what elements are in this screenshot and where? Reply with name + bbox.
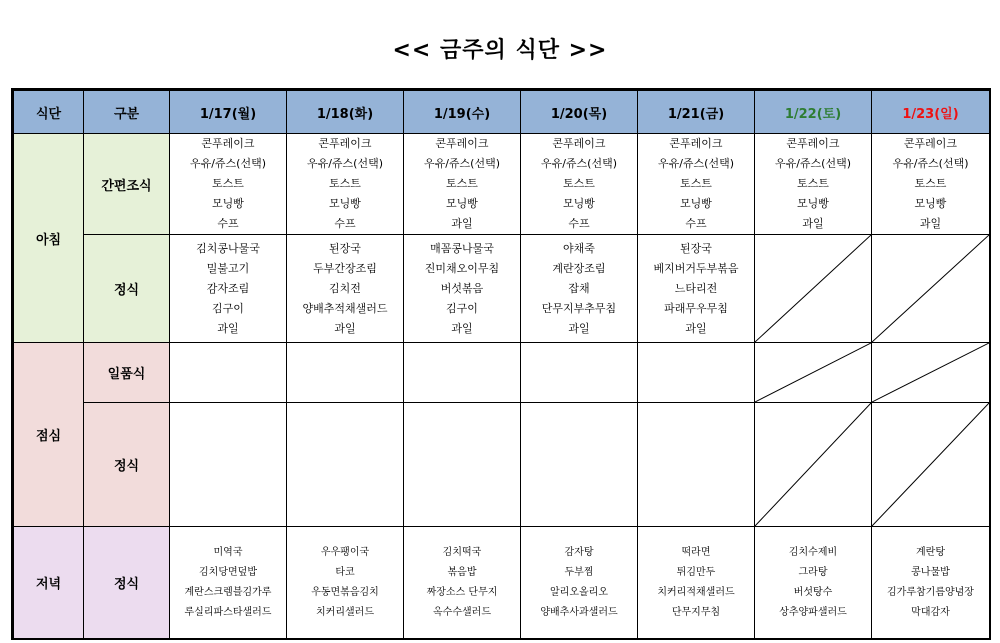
- menu-cell: [287, 235, 404, 343]
- menu-item-list: [170, 543, 286, 623]
- menu-item: 김치수제비: [788, 546, 838, 558]
- menu-item: 우유/쥬스(선택): [189, 157, 267, 170]
- menu-item: 밀불고기: [206, 261, 250, 275]
- menu-item: 김치콩나물국: [196, 241, 260, 255]
- menu-item: 모닝빵: [797, 197, 829, 210]
- menu-row-dinner: [14, 527, 990, 639]
- menu-cell: [170, 343, 287, 403]
- menu-cell: [755, 134, 872, 235]
- menu-row-lunch: [14, 403, 990, 527]
- menu-item: 미역국: [213, 546, 243, 558]
- menu-cell: [404, 403, 521, 527]
- menu-item: 버섯탕수: [793, 586, 833, 598]
- menu-item: 모닝빵: [914, 197, 947, 210]
- menu-item: 토스트: [680, 177, 712, 190]
- menu-item-list: [521, 134, 637, 234]
- menu-row-breakfast: [14, 134, 990, 235]
- menu-item: 콘푸레이크: [435, 137, 489, 150]
- menu-cell: [521, 235, 638, 343]
- menu-row-lunch: [14, 343, 990, 403]
- menu-item: 모닝빵: [212, 197, 244, 210]
- menu-row-breakfast: [14, 235, 990, 343]
- header-day: 1/17(월): [170, 91, 287, 134]
- diagonal-slash-icon: [755, 235, 871, 342]
- menu-item: 된장국: [329, 241, 361, 255]
- menu-item: 김치전: [329, 281, 361, 295]
- menu-item: 토스트: [212, 177, 244, 190]
- menu-item: 베지버거두부볶음: [653, 261, 739, 275]
- menu-item: 막대감자: [911, 606, 950, 618]
- menu-item: 우유/쥬스(선택): [892, 157, 969, 170]
- menu-item: 옥수수샐러드: [433, 606, 491, 618]
- menu-item: 토스트: [797, 177, 829, 190]
- header-row: [14, 91, 990, 134]
- menu-item: 콩나물밥: [911, 566, 950, 578]
- no-service-cell: [872, 403, 990, 527]
- menu-cell: [638, 235, 755, 343]
- menu-cell: [755, 527, 872, 639]
- header-day: 1/18(화): [287, 91, 404, 134]
- menu-item: 모닝빵: [680, 197, 712, 210]
- menu-item-list: [755, 134, 871, 234]
- menu-item: 김치떡국: [442, 546, 482, 558]
- menu-item: 과일: [802, 217, 824, 230]
- no-service-cell: [755, 235, 872, 343]
- menu-item: 우유/쥬스(선택): [657, 157, 735, 170]
- menu-item: 매꼼콩나물국: [430, 241, 494, 255]
- meal-type-label: 정식: [84, 235, 170, 343]
- menu-item: 된장국: [680, 241, 712, 255]
- menu-item: 수프: [568, 217, 590, 230]
- menu-item: 치커리적채샐러드: [657, 586, 735, 598]
- menu-item-list: [638, 134, 754, 234]
- menu-cell: [638, 343, 755, 403]
- menu-item: 계란장조림: [552, 261, 606, 275]
- menu-item: 단무지부추무침: [541, 301, 617, 315]
- menu-item-list: [287, 239, 403, 339]
- menu-item: 치커리샐러드: [316, 606, 374, 618]
- menu-item: 감자조림: [206, 281, 250, 295]
- diagonal-slash-icon: [872, 403, 989, 526]
- menu-item: 타코: [335, 566, 355, 578]
- header-day: 1/21(금): [638, 91, 755, 134]
- menu-item: 알리오올리오: [550, 586, 608, 598]
- menu-item-list: [404, 543, 520, 623]
- menu-item: 토스트: [446, 177, 478, 190]
- menu-item: 과일: [217, 321, 239, 335]
- menu-item: 짜장소스 단무지: [426, 586, 498, 598]
- menu-item: 잡채: [568, 281, 590, 295]
- menu-item: 과일: [685, 321, 707, 335]
- menu-cell: [287, 403, 404, 527]
- menu-item: 계란탕: [916, 546, 945, 558]
- menu-item: 그라탕: [798, 566, 828, 578]
- menu-item-list: [638, 543, 754, 623]
- menu-item: 느타리전: [674, 281, 718, 295]
- menu-cell: [287, 527, 404, 639]
- menu-item: 콘푸레이크: [669, 137, 723, 150]
- menu-item-list: [755, 543, 871, 623]
- diagonal-slash-icon: [755, 403, 871, 526]
- meal-type-label: 정식: [84, 403, 170, 527]
- menu-item: 콘푸레이크: [318, 137, 372, 150]
- meal-type-label: 일품식: [84, 343, 170, 403]
- menu-cell: [170, 235, 287, 343]
- menu-item: 콘푸레이크: [201, 137, 255, 150]
- menu-item: 수프: [685, 217, 707, 230]
- header-day-saturday: 1/22(토): [755, 91, 872, 134]
- header-day-sunday: 1/23(일): [872, 91, 990, 134]
- menu-item: 두부간장조림: [313, 261, 377, 275]
- menu-item: 과일: [919, 217, 942, 230]
- menu-item: 김구이: [212, 301, 244, 315]
- menu-item: 과일: [451, 217, 473, 230]
- menu-item-list: [872, 543, 989, 623]
- menu-item: 모닝빵: [446, 197, 478, 210]
- diagonal-slash-icon: [872, 343, 989, 402]
- menu-item: 상추양파샐러드: [779, 606, 847, 618]
- menu-item: 수프: [334, 217, 356, 230]
- menu-item: 김치당면덮밥: [199, 566, 257, 578]
- menu-cell: [521, 527, 638, 639]
- menu-cell: [404, 527, 521, 639]
- menu-item: 두부찜: [564, 566, 594, 578]
- weekly-menu-table: [13, 90, 990, 639]
- menu-item-list: [170, 239, 286, 339]
- menu-item-list: [404, 239, 520, 339]
- menu-item: 우동면볶음김치: [311, 586, 379, 598]
- menu-item: 과일: [568, 321, 590, 335]
- menu-cell: [170, 403, 287, 527]
- menu-item-list: [872, 134, 989, 234]
- menu-item-list: [521, 239, 637, 339]
- menu-cell: [521, 403, 638, 527]
- menu-cell: [404, 343, 521, 403]
- menu-item: 콘푸레이크: [786, 137, 840, 150]
- header-day: 1/20(목): [521, 91, 638, 134]
- menu-cell: [521, 343, 638, 403]
- menu-item-list: [404, 134, 520, 234]
- menu-item: 토스트: [914, 177, 947, 190]
- menu-item: 튀김만두: [676, 566, 716, 578]
- menu-item: 콘푸레이크: [552, 137, 606, 150]
- menu-item: 단무지무침: [671, 606, 721, 618]
- header-meal: 식단: [14, 91, 84, 134]
- menu-item: 토스트: [329, 177, 361, 190]
- diagonal-slash-icon: [755, 343, 871, 402]
- menu-cell: [521, 134, 638, 235]
- menu-cell: [404, 235, 521, 343]
- no-service-cell: [755, 343, 872, 403]
- menu-item-list: [521, 543, 637, 623]
- menu-item: 야채죽: [563, 241, 595, 255]
- menu-item: 우유/쥬스(선택): [306, 157, 384, 170]
- meal-label-dinner: 저녁: [14, 527, 84, 639]
- no-service-cell: [755, 403, 872, 527]
- menu-item: 양배추사과샐러드: [540, 606, 618, 618]
- menu-item: 과일: [451, 321, 473, 335]
- menu-item: 김가루참기름양념장: [887, 586, 974, 598]
- menu-item: 버섯볶음: [440, 281, 484, 295]
- menu-item: 수프: [217, 217, 239, 230]
- no-service-cell: [872, 235, 990, 343]
- menu-cell: [638, 134, 755, 235]
- menu-item-list: [287, 543, 403, 623]
- menu-item-list: [170, 134, 286, 234]
- header-day: 1/19(수): [404, 91, 521, 134]
- menu-item: 루실리파스타샐러드: [184, 606, 272, 618]
- menu-cell: [170, 134, 287, 235]
- menu-item: 양배추적채샐러드: [302, 301, 388, 315]
- menu-item: 우우팽이국: [320, 546, 370, 558]
- menu-item-list: [638, 239, 754, 339]
- page-title: << 금주의 식단 >>: [392, 38, 608, 63]
- menu-item: 볶음밥: [447, 566, 477, 578]
- menu-item: 모닝빵: [563, 197, 595, 210]
- menu-item: 김구이: [446, 301, 478, 315]
- menu-cell: [287, 134, 404, 235]
- menu-item-list: [287, 134, 403, 234]
- menu-item: 우유/쥬스(선택): [774, 157, 852, 170]
- menu-cell: [638, 527, 755, 639]
- menu-cell: [872, 134, 990, 235]
- meal-label-breakfast: 아침: [14, 134, 84, 343]
- menu-cell: [170, 527, 287, 639]
- menu-item: 우유/쥬스(선택): [423, 157, 501, 170]
- menu-item: 우유/쥬스(선택): [540, 157, 618, 170]
- meal-label-lunch: 점심: [14, 343, 84, 527]
- menu-cell: [287, 343, 404, 403]
- menu-cell: [638, 403, 755, 527]
- menu-item: 과일: [334, 321, 356, 335]
- menu-item: 콘푸레이크: [903, 137, 958, 150]
- menu-item: 진미채오이무침: [424, 261, 500, 275]
- menu-item: 파래무우무침: [664, 301, 728, 315]
- menu-item: 모닝빵: [329, 197, 361, 210]
- header-type: 구분: [84, 91, 170, 134]
- menu-item: 계란스크렘블김가루: [184, 586, 272, 598]
- menu-item: 감자탕: [564, 546, 594, 558]
- menu-cell: [404, 134, 521, 235]
- meal-type-label: 정식: [84, 527, 170, 639]
- meal-type-label: 간편조식: [84, 134, 170, 235]
- menu-cell: [872, 527, 990, 639]
- menu-item: 토스트: [563, 177, 595, 190]
- menu-item: 떡라면: [681, 546, 711, 558]
- diagonal-slash-icon: [872, 235, 989, 342]
- no-service-cell: [872, 343, 990, 403]
